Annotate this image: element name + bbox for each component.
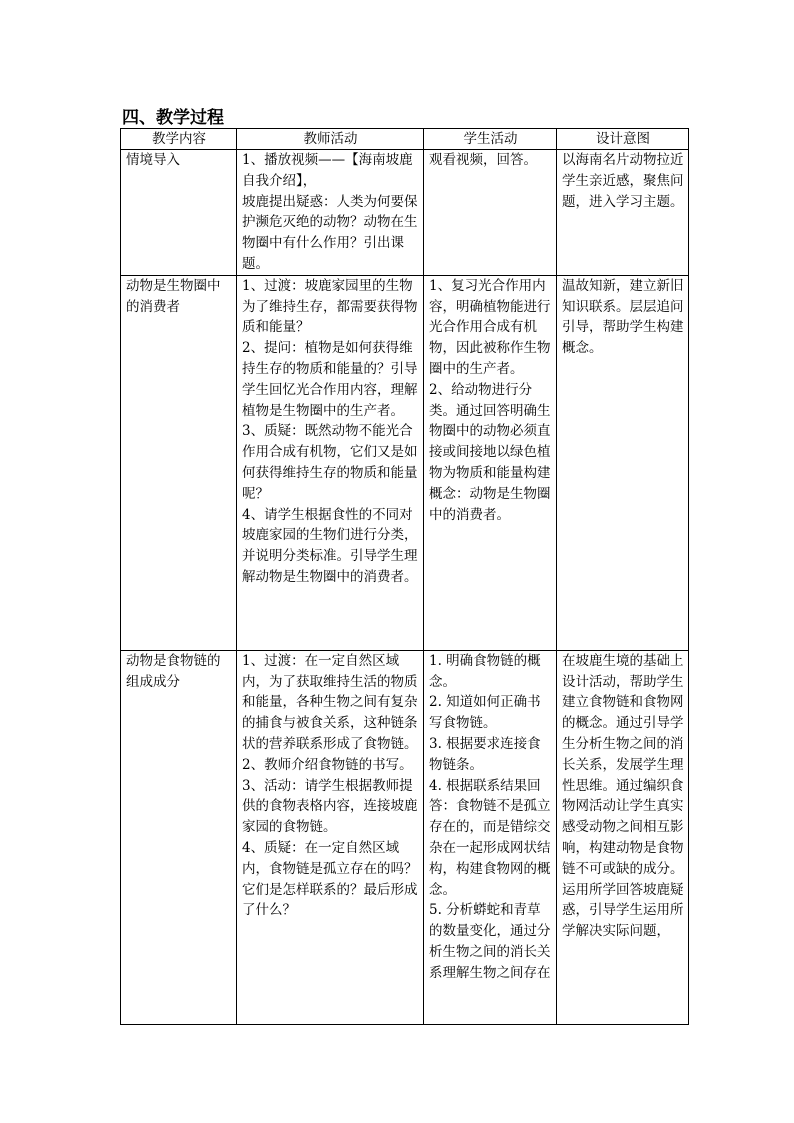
section-title: 四、教学过程 — [122, 108, 224, 128]
cell-content-text: 情境导入 — [126, 152, 180, 168]
cell-content — [121, 650, 237, 1024]
cell-teacher-text: 1、过渡：在一定自然区域内，为了获取维持生活的物质和能量，各种生物之间有复杂的捕食与被食关系，这种链条状的营养联系形成了食物链。 2、教师介绍食物链的书写。 3、活动：请学生根据教师提供的食物表格内容，连接坡鹿家园的食物链。 4、质疑：在一定自然区域内，食物链是孤立存在的吗？它们是怎样联系的？最后形成了什么？ — [242, 652, 418, 919]
cell-intent-text: 温故知新，建立新旧知识联系。层层追问引导，帮助学生构建概念。 — [562, 277, 684, 357]
cell-design-intent — [557, 650, 689, 1024]
cell-design-intent — [557, 275, 689, 650]
cell-student-activity — [424, 275, 557, 650]
cell-content — [121, 150, 237, 276]
cell-teacher-activity — [237, 150, 424, 276]
cell-student-activity — [424, 150, 557, 276]
header-design-intent: 设计意图 — [557, 129, 689, 150]
cell-student-text: 1. 明确食物链的概念。 2. 知道如何正确书写食物链。 3. 根据要求连接食物链条。 4. 根据联系结果回答：食物链不是孤立存在的，而是错综交杂在一起形成网状结构，构建食物网的概念。 5. 分析蟒蛇和青草的数量变化，通过分析生物之间的消长关系理解生物之间存在 — [429, 652, 551, 981]
table-row — [121, 275, 689, 650]
cell-content-text: 动物是生物圈中的消费者 — [126, 277, 221, 315]
table-row — [121, 150, 689, 276]
cell-teacher-text: 1、过渡：坡鹿家园里的生物为了维持生存，都需要获得物质和能量？ 2、提问：植物是如何获得维持生存的物质和能量的？引导学生回忆光合作用内容，理解植物是生物圈中的生产者。 3、质疑：既然动物不能光合作用合成有机物，它们又是如何获得维持生存的物质和能量呢？ 4、请学生根据食性的不同对坡鹿家园的生物们进行分类，并说明分类标准。引导学生理解动物是生物圈中的消费者。 — [242, 277, 418, 585]
cell-student-activity — [424, 650, 557, 1024]
header-student-activity: 学生活动 — [424, 129, 557, 150]
cell-content-text: 动物是食物链的组成成分 — [126, 652, 221, 690]
cell-intent-text: 以海南名片动物拉近学生亲近感，聚焦问题，进入学习主题。 — [562, 152, 684, 210]
cell-student-text: 观看视频，回答。 — [429, 152, 537, 168]
teaching-process-table — [120, 128, 689, 1025]
table-header-row — [121, 129, 689, 150]
cell-teacher-activity — [237, 650, 424, 1024]
cell-content — [121, 275, 237, 650]
cell-design-intent — [557, 150, 689, 276]
cell-teacher-activity — [237, 275, 424, 650]
table-row — [121, 650, 689, 1024]
cell-teacher-text: 1、播放视频——【海南坡鹿自我介绍】， 坡鹿提出疑惑：人类为何要保护濒危灭绝的动物？动物在生物圈中有什么作用？引出课题。 — [242, 152, 418, 272]
header-teacher-activity: 教师活动 — [237, 129, 424, 150]
header-content: 教学内容 — [121, 129, 237, 150]
cell-intent-text: 在坡鹿生境的基础上设计活动，帮助学生建立食物链和食物网的概念。通过引导学生分析生物之间的消长关系，发展学生理性思维。通过编织食物网活动让学生真实感受动物之间相互影响，构建动物是食物链不可或缺的成分。运用所学回答坡鹿疑惑，引导学生运用所学解决实际问题， — [562, 652, 684, 940]
cell-student-text: 1、复习光合作用内容，明确植物能进行光合作用合成有机物，因此被称作生物圈中的生产者。 2、给动物进行分类。通过回答明确生物圈中的动物必须直接或间接地以绿色植物为物质和能量构建概念：动物是生物圈中的消费者。 — [429, 277, 551, 523]
